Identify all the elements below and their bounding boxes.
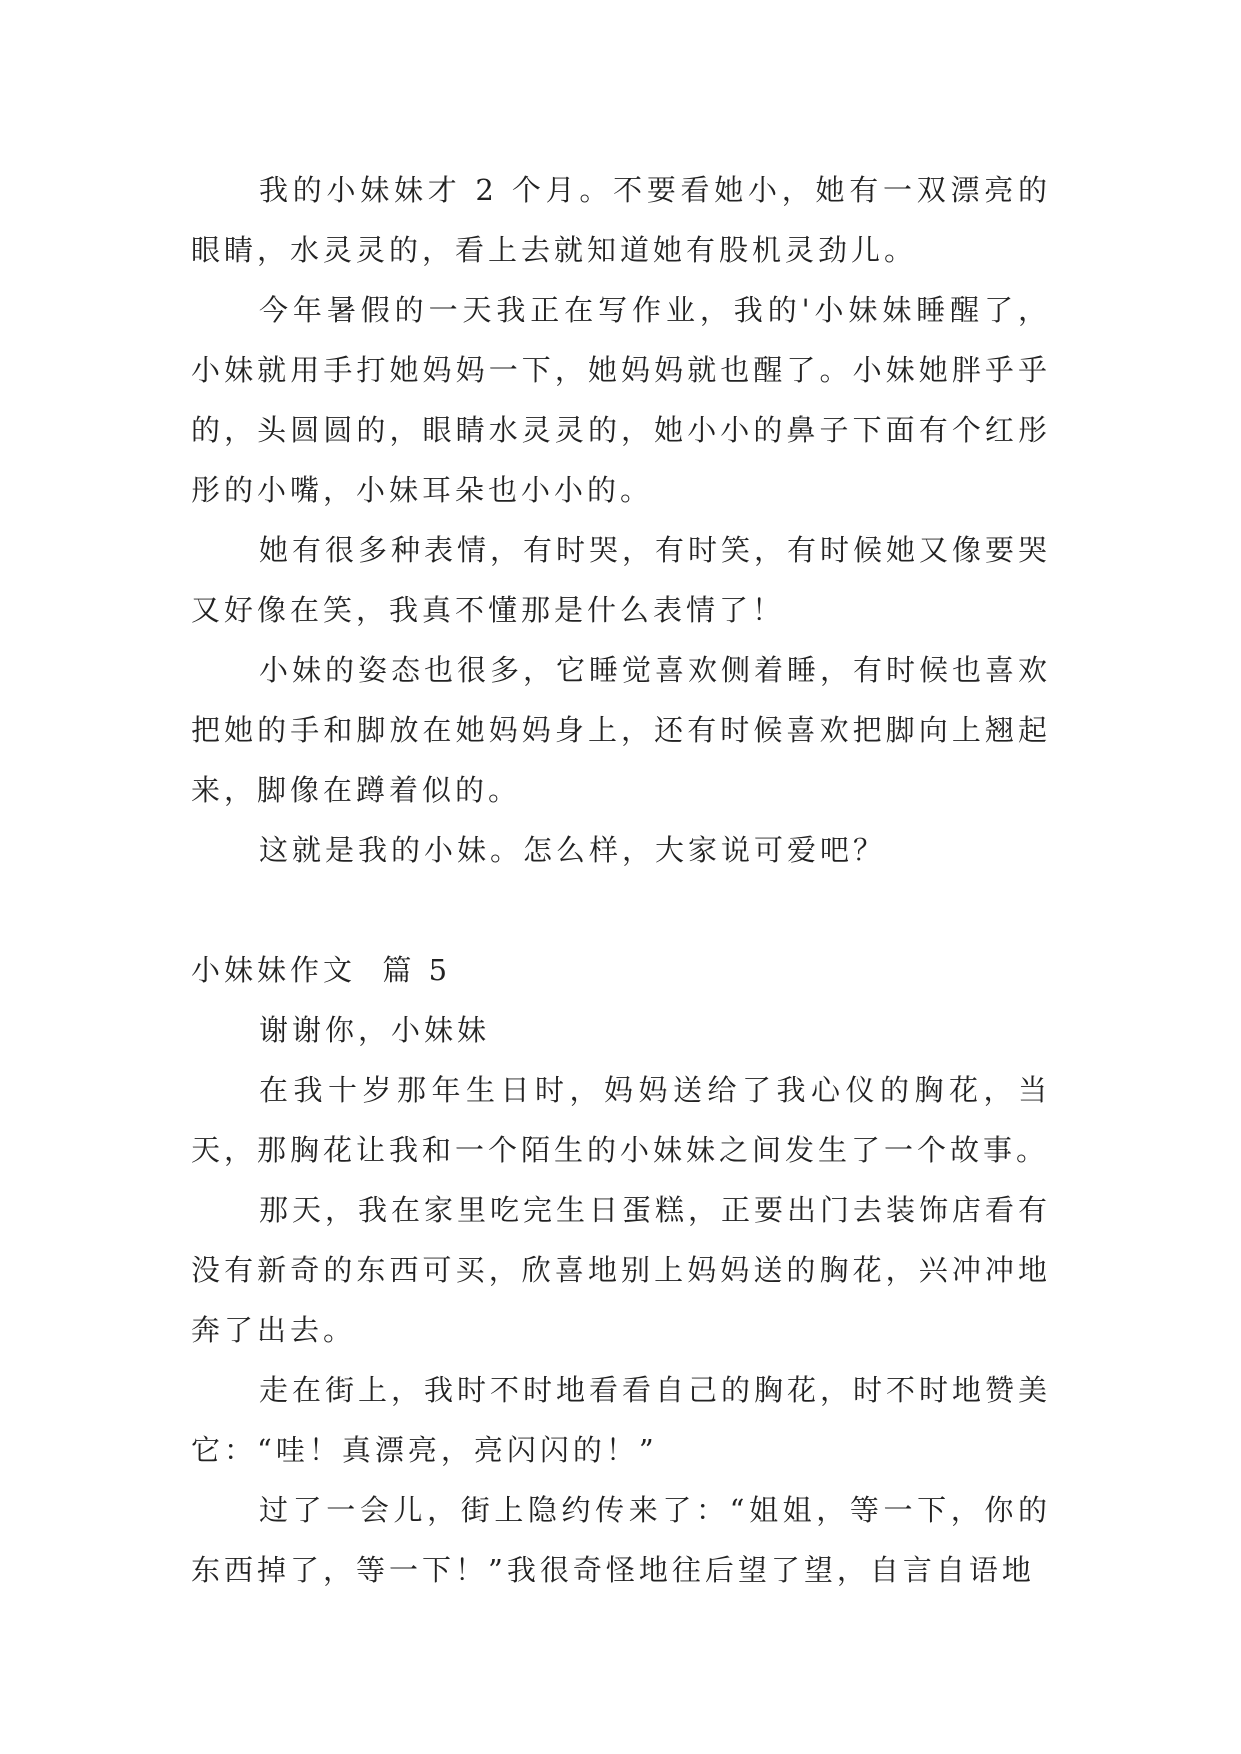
- paragraph: 她有很多种表情，有时哭，有时笑，有时候她又像要哭又好像在笑，我真不懂那是什么表情了！: [191, 533, 1052, 627]
- paragraph: 走在街上，我时不时地看看自己的胸花，时不时地赞美它：“哇！真漂亮，亮闪闪的！”: [191, 1373, 1052, 1467]
- paragraph: 那天，我在家里吃完生日蛋糕，正要出门去装饰店看有没有新奇的东西可买，欣喜地别上妈妈送的胸花，兴冲冲地奔了出去。: [191, 1193, 1052, 1347]
- paragraph: 今年暑假的一天我正在写作业，我的'小妹妹睡醒了，小妹就用手打她妈妈一下，她妈妈就也醒了。小妹她胖乎乎的，头圆圆的，眼睛水灵灵的，她小小的鼻子下面有个红彤彤的小嘴，小妹耳朵也小小的。: [191, 293, 1051, 507]
- paragraph: 过了一会儿，街上隐约传来了：“姐姐，等一下，你的东西掉了，等一下！”我很奇怪地往后望了望，自言自语地: [191, 1493, 1051, 1587]
- paragraph: 小妹的姿态也很多，它睡觉喜欢侧着睡，有时候也喜欢把她的手和脚放在她妈妈身上，还有时候喜欢把脚向上翘起来，脚像在蹲着似的。: [191, 653, 1052, 807]
- paragraph: 谢谢你，小妹妹: [259, 1013, 491, 1047]
- paragraph: 这就是我的小妹。怎么样，大家说可爱吧？: [259, 833, 887, 867]
- document-page: [191, 160, 1051, 1600]
- paragraph: 在我十岁那年生日时，妈妈送给了我心仪的胸花，当天，那胸花让我和一个陌生的小妹妹之间发生了一个故事。: [191, 1073, 1051, 1167]
- paragraph: 我的小妹妹才 2 个月。不要看她小，她有一双漂亮的眼睛，水灵灵的，看上去就知道她有股机灵劲儿。: [191, 173, 1051, 267]
- section-heading: 小妹妹作文 篇 5: [191, 953, 452, 987]
